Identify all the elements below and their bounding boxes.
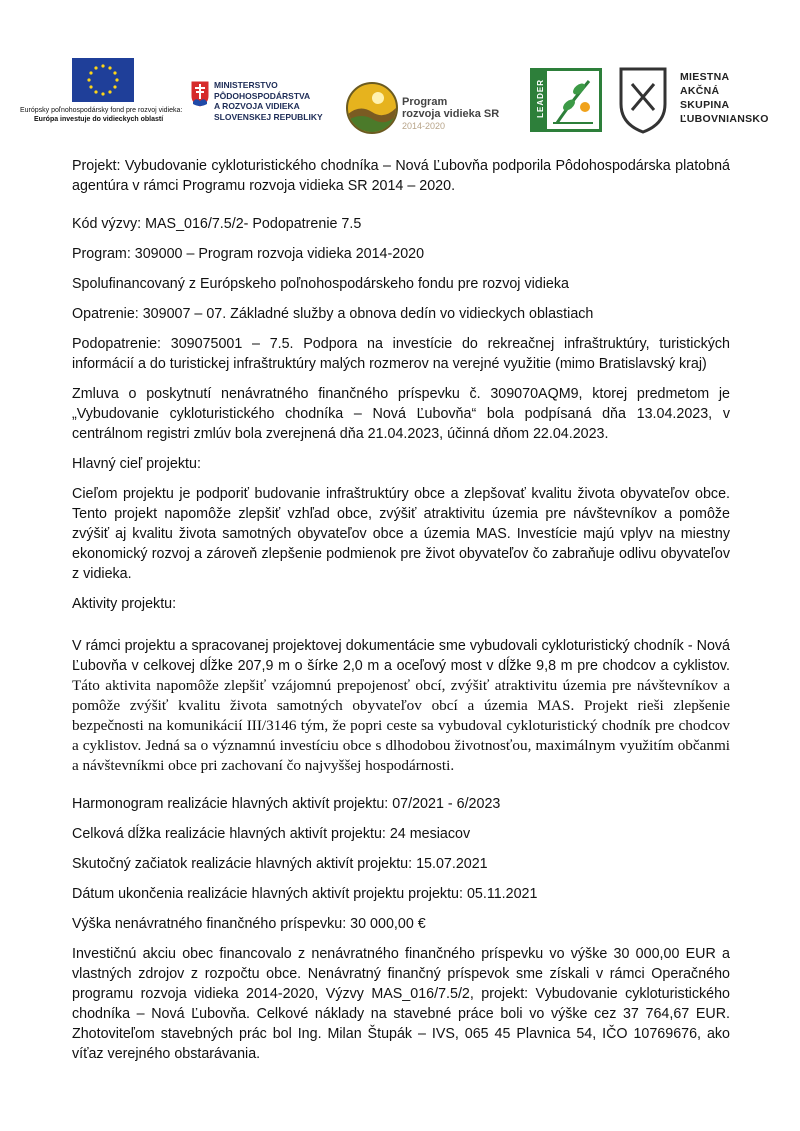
program-emblem-icon <box>346 82 398 134</box>
activities-text: V rámci projektu a spracovanej projektovej dokumentácie sme vybudovali cykloturistický chodník - Nová Ľubovňa v celkovej dĺžke 207,9 m o šírke 2,0 m a oceľový most v dĺžke 9,8 m pre chodcov a cyklistov. Táto aktivita napomôže zlepšiť vzájomnú prepojenosť obcí, zvýšiť atraktivitu územia pre návštevníkov a pomôže zvýšiť kvalitu života samotných obyvateľov obcí a územia MAS. Projekt rieši zlepšenie bezpečnosti na komunikácií III/3146 tým, že popri ceste sa vybudoval cykloturistický chodník pre chodcov a cyklistov. Jedná sa o významnú investíciu obce s dlhodobou životnosťou, maximálnym využitím občanmi a návštevníkmi obce pri zachovaní čo najvyššej hospodárnosti. <box>72 638 730 774</box>
grant-amount-info: Výška nenávratného finančného príspevku: 30 000,00 € <box>72 916 426 932</box>
schedule-info: Harmonogram realizácie hlavných aktivít projektu: 07/2021 - 6/2023 <box>72 796 501 812</box>
financing-info: Investičnú akciu obec financovalo z nenávratného finančného príspevku vo výške 30 000,00 EUR a vlastných zdrojov z rozpočtu obce. Nenávratný finančný príspevok sme získali v rámci Operačného programu rozvoja vidieka 2014-2020, Výzvy MAS_016/7.5/2, projekt: Vybudovanie cykloturistického chodníka – Nová Ľubovňa. Celkové náklady na stavebné práce boli vo výške cez 37 764,67 EUR. Zhotoviteľom stavebných prác bol Ing. Milan Štupák – IVS, 065 45 Plavnica 54, IČO 10769676, ako víťaz verejného obstarávania. <box>72 946 730 1062</box>
activities-heading: Aktivity projektu: <box>72 596 177 612</box>
eu-slogan: Európa investuje do vidieckych oblastí <box>34 116 164 123</box>
logo-bar <box>0 58 800 140</box>
program-subtitle: rozvoja vidieka SR <box>402 108 500 120</box>
cofinancing-info: Spolufinancovaný z Európskeho poľnohospodárskeho fondu pre rozvoj vidieka <box>72 276 569 292</box>
leader-plant-icon <box>549 75 597 127</box>
duration-info: Celková dĺžka realizácie hlavných aktivít projektu: 24 mesiacov <box>72 826 471 842</box>
submeasure-info: Podopatrenie: 309075001 – 7.5. Podpora na investície do rekreačnej infraštruktúry, turistických informácií a do turistickej infraštruktúry malých rozmerov na verejné využitie (mimo Bratislavský kraj) <box>72 336 730 372</box>
mas-shield-icon <box>618 66 668 134</box>
eu-caption: Európsky poľnohospodársky fond pre rozvoj vidieka: <box>20 107 183 114</box>
start-date-info: Skutočný začiatok realizácie hlavných aktivít projektu: 15.07.2021 <box>72 856 488 872</box>
leader-text: LEADER <box>536 79 545 118</box>
mas-name: MIESTNA AKČNÁ SKUPINA ĽUBOVNIANSKO <box>680 71 769 125</box>
ministry-name: MINISTERSTVO PÔDOHOSPODÁRSTVA A ROZVOJA VIDIEKA SLOVENSKEJ REPUBLIKY <box>214 80 323 122</box>
call-code: Kód výzvy: MAS_016/7.5/2- Podopatrenie 7.5 <box>72 216 362 232</box>
measure-info: Opatrenie: 309007 – 07. Základné služby a obnova dedín vo vidieckych oblastiach <box>72 306 594 322</box>
program-years: 2014-2020 <box>402 121 446 131</box>
document-body <box>72 156 730 1064</box>
main-goal-text: Cieľom projektu je podporiť budovanie infraštruktúry obce a zlepšovať kvalitu života obyvateľov obce. Tento projekt napomôže zlepšiť vzhľad obce, zvýšiť atraktivitu územia pre návštevníkov a pomôže zvýšiť aj kvalitu života samotných obyvateľov obce a územia MAS. Investície majú vplyv na miestny ekonomický rozvoj a zároveň zlepšenie podmienok pre život obyvateľov čo zabraňuje odlivu obyvateľov z vidieka. <box>72 486 730 582</box>
eu-logo <box>20 58 190 124</box>
project-title: Projekt: Vybudovanie cykloturistického chodníka – Nová Ľubovňa podporila Pôdohospodárska platobná agentúra v rámci Programu rozvoja vidieka SR 2014 – 2020. <box>72 158 730 194</box>
main-goal-heading: Hlavný cieľ projektu: <box>72 456 201 472</box>
ministry-logo <box>190 80 350 140</box>
program-logo <box>346 82 516 138</box>
program-info: Program: 309000 – Program rozvoja vidieka 2014-2020 <box>72 246 425 262</box>
program-title: Program <box>402 96 448 108</box>
slovak-crest-icon <box>190 80 210 108</box>
end-date-info: Dátum ukončenia realizácie hlavných aktivít projektu projektu: 05.11.2021 <box>72 886 538 902</box>
eu-flag-icon <box>72 58 134 102</box>
contract-info: Zmluva o poskytnutí nenávratného finančného príspevku č. 309070AQM9, ktorej predmetom je „Vybudovanie cykloturistického chodníka – Nová Ľubovňa“ bola podpísaná dňa 13.04.2023, v centrálnom registri zmlúv bola zverejnená dňa 21.04.2023, účinná dňom 22.04.2023. <box>72 386 730 442</box>
leader-logo <box>530 68 602 132</box>
